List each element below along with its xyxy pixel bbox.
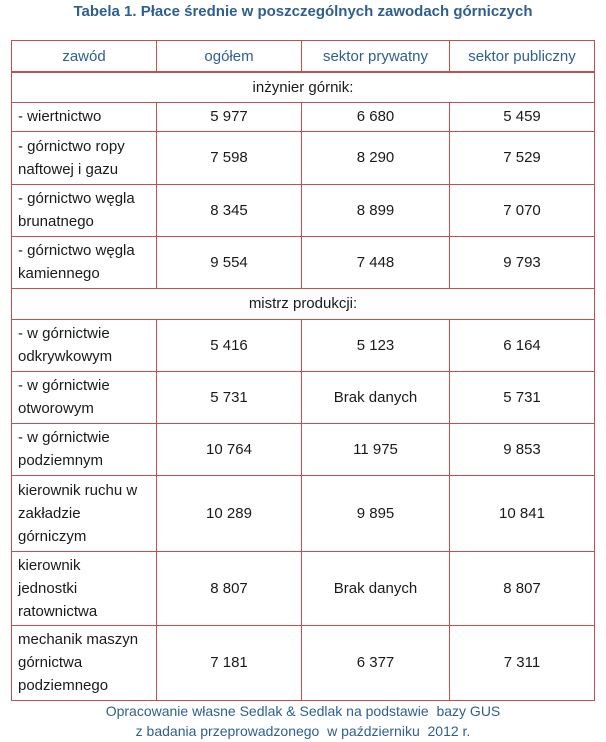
section-row xyxy=(12,288,595,319)
cell-private: 9 895 xyxy=(302,475,450,551)
table-row xyxy=(12,551,595,625)
label-line: mechanik maszyn xyxy=(18,631,139,648)
row-label xyxy=(12,551,157,625)
cell-total: 8 807 xyxy=(157,551,302,625)
cell-private: Brak danych xyxy=(302,371,450,423)
cell-private: 11 975 xyxy=(302,423,450,475)
label-line: naftowej i gazu xyxy=(18,160,119,178)
cell-total: 5 977 xyxy=(157,102,302,131)
cell-total: 5 416 xyxy=(157,319,302,371)
label-line: odkrywkowym xyxy=(18,348,113,365)
row-label xyxy=(12,423,157,475)
table-row xyxy=(12,131,595,184)
table-title: Tabela 1. Płace średnie w poszczególnych zawodach górniczych xyxy=(73,3,533,20)
label-line: ratownictwa xyxy=(18,602,98,620)
cell-public: 8 807 xyxy=(450,551,595,625)
row-label xyxy=(12,475,157,551)
section-row xyxy=(12,72,595,102)
cell-total: 10 289 xyxy=(157,475,302,551)
cell-private: 8 290 xyxy=(302,131,450,184)
table-row xyxy=(12,625,595,700)
label-line: brunatnego xyxy=(18,213,94,230)
header-private-sector: sektor prywatny xyxy=(302,41,450,73)
label-line: kierownik ruchu w xyxy=(18,481,138,499)
cell-private: 8 899 xyxy=(302,184,450,236)
label-line: - w górnictwie xyxy=(18,325,110,342)
row-label xyxy=(12,102,157,131)
cell-total: 5 731 xyxy=(157,371,302,423)
table-row xyxy=(12,423,595,475)
label-line: - wiertnictwo xyxy=(18,108,102,125)
cell-public: 6 164 xyxy=(450,319,595,371)
label-line: zakładzie xyxy=(18,504,81,522)
section-heading-mining-engineer: inżynier górnik: xyxy=(12,72,595,102)
table-row xyxy=(12,371,595,423)
table-row xyxy=(12,102,595,131)
cell-public: 9 793 xyxy=(450,236,595,288)
label-line: - górnictwo ropy xyxy=(18,137,125,155)
label-line: otworowym xyxy=(18,400,94,417)
cell-public: 5 731 xyxy=(450,371,595,423)
row-label xyxy=(12,319,157,371)
header-total: ogółem xyxy=(157,41,302,73)
header-profession: zawód xyxy=(12,41,157,73)
cell-private: Brak danych xyxy=(302,551,450,625)
source-note xyxy=(0,701,606,741)
section-heading-production-foreman: mistrz produkcji: xyxy=(12,288,595,319)
label-line: podziemnego xyxy=(18,677,109,694)
table-row xyxy=(12,184,595,236)
row-label xyxy=(12,184,157,236)
header-public-sector: sektor publiczny xyxy=(450,41,595,73)
label-line: górnictwa xyxy=(18,654,83,671)
label-line: - górnictwo węgla xyxy=(18,242,135,259)
cell-private: 6 377 xyxy=(302,625,450,700)
label-line: podziemnym xyxy=(18,452,104,469)
cell-total: 8 345 xyxy=(157,184,302,236)
table-row xyxy=(12,236,595,288)
cell-private: 6 680 xyxy=(302,102,450,131)
cell-public: 7 311 xyxy=(450,625,595,700)
table-row xyxy=(12,319,595,371)
cell-public: 7 529 xyxy=(450,131,595,184)
label-line: górniczym xyxy=(18,527,87,545)
label-line: - w górnictwie xyxy=(18,377,110,394)
table-row xyxy=(12,475,595,551)
row-label xyxy=(12,131,157,184)
label-line: - w górnictwie xyxy=(18,429,110,446)
label-line: jednostki xyxy=(18,579,78,597)
cell-total: 7 598 xyxy=(157,131,302,184)
label-line: - górnictwo węgla xyxy=(18,190,135,207)
cell-private: 7 448 xyxy=(302,236,450,288)
label-line: kamiennego xyxy=(18,265,100,282)
label-line: kierownik xyxy=(18,556,81,574)
row-label xyxy=(12,371,157,423)
cell-public: 10 841 xyxy=(450,475,595,551)
header-row xyxy=(12,41,595,73)
row-label xyxy=(12,236,157,288)
cell-total: 9 554 xyxy=(157,236,302,288)
cell-public: 5 459 xyxy=(450,102,595,131)
source-line: z badania przeprowadzonego w październiku 2012 r. xyxy=(135,723,471,739)
cell-total: 10 764 xyxy=(157,423,302,475)
cell-total: 7 181 xyxy=(157,625,302,700)
cell-public: 7 070 xyxy=(450,184,595,236)
row-label xyxy=(12,625,157,700)
cell-public: 9 853 xyxy=(450,423,595,475)
cell-private: 5 123 xyxy=(302,319,450,371)
wages-table xyxy=(11,40,595,701)
source-line: Opracowanie własne Sedlak & Sedlak na podstawie bazy GUS xyxy=(105,703,501,719)
